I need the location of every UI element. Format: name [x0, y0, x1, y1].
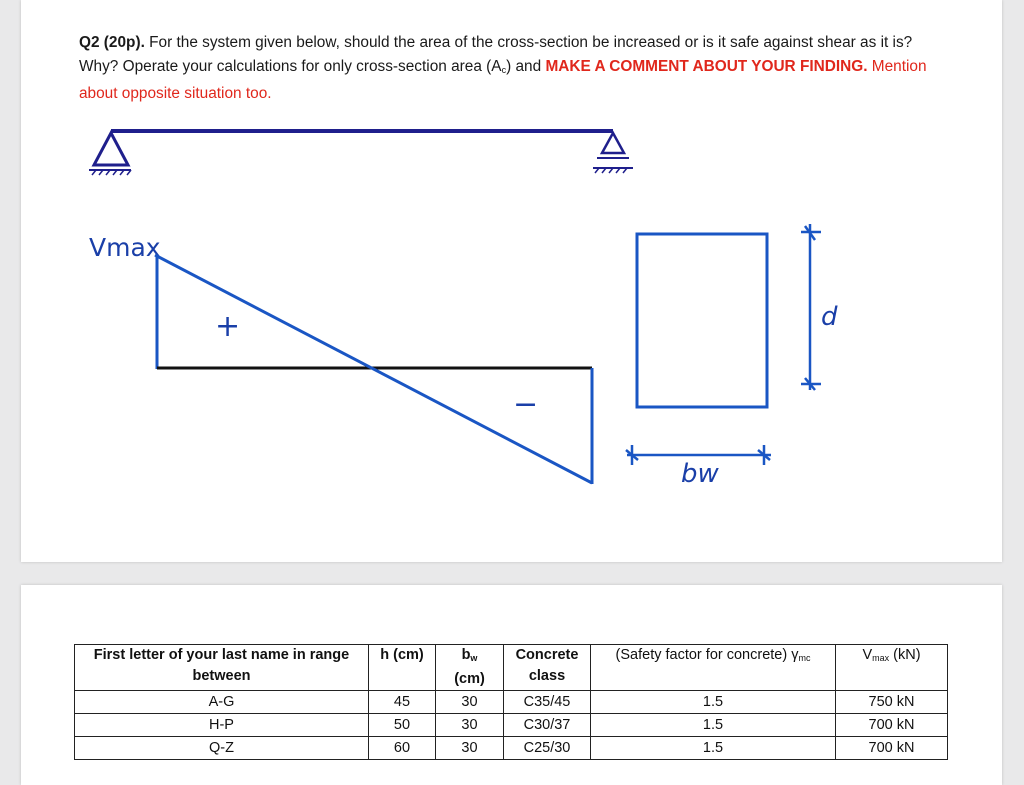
table-header-row	[75, 645, 948, 691]
pin-support-left	[89, 133, 131, 175]
ac-subscript: c	[501, 64, 507, 75]
header-concrete: Concrete class	[504, 645, 591, 691]
cell-vmax: 750 kN	[836, 691, 948, 714]
cell-concrete: C25/30	[504, 737, 591, 760]
header-vmax: $V_{max}$ (kN)	[836, 645, 948, 691]
question-page	[21, 0, 1002, 562]
cell-vmax: 700 kN	[836, 737, 948, 760]
roller-support-right	[593, 133, 633, 173]
cell-bw: 30	[436, 737, 504, 760]
cell-h: 60	[369, 737, 436, 760]
d-dimension-line	[801, 224, 821, 390]
question-body: For the system given below, should the area of the cross-section be increased or is it safe against shear as it is? Why? Operate your calculations for only cross-section area (A	[79, 34, 913, 75]
cross-section-rect	[637, 234, 767, 407]
table-row	[75, 691, 948, 714]
header-range: First letter of your last name in range between	[75, 645, 369, 691]
d-label: d	[821, 302, 838, 332]
cell-range: Q-Z	[75, 737, 369, 760]
beam-diagram	[21, 0, 1002, 562]
parameters-table	[74, 644, 948, 760]
header-bw: $b_w$ (cm)	[436, 645, 504, 691]
question-emphasis: MAKE A COMMENT ABOUT YOUR FINDING.	[545, 57, 868, 75]
cell-gamma: 1.5	[591, 737, 836, 760]
cell-range: A-G	[75, 691, 369, 714]
cell-concrete: C35/45	[504, 691, 591, 714]
cell-gamma: 1.5	[591, 714, 836, 737]
cell-concrete: C30/37	[504, 714, 591, 737]
header-gamma: (Safety factor for concrete) $\gamma_{mc}$	[591, 645, 836, 691]
negative-sign: −	[513, 387, 539, 422]
question-label: Q2 (20p).	[79, 34, 145, 51]
bw-label: bw	[681, 459, 719, 489]
shear-force-diagram	[155, 255, 592, 484]
cell-range: H-P	[75, 714, 369, 737]
cell-vmax: 700 kN	[836, 714, 948, 737]
cell-h: 45	[369, 691, 436, 714]
cell-bw: 30	[436, 691, 504, 714]
question-note: Mention about opposite situation too.	[79, 57, 927, 102]
table-page	[21, 585, 1002, 785]
question-body-2: ) and	[506, 57, 546, 75]
header-h: h (cm)	[369, 645, 436, 691]
cell-h: 50	[369, 714, 436, 737]
cell-bw: 30	[436, 714, 504, 737]
vmax-label: Vmax	[89, 233, 161, 262]
cell-gamma: 1.5	[591, 691, 836, 714]
table-row	[75, 714, 948, 737]
table-row	[75, 737, 948, 760]
positive-sign: +	[215, 309, 241, 344]
